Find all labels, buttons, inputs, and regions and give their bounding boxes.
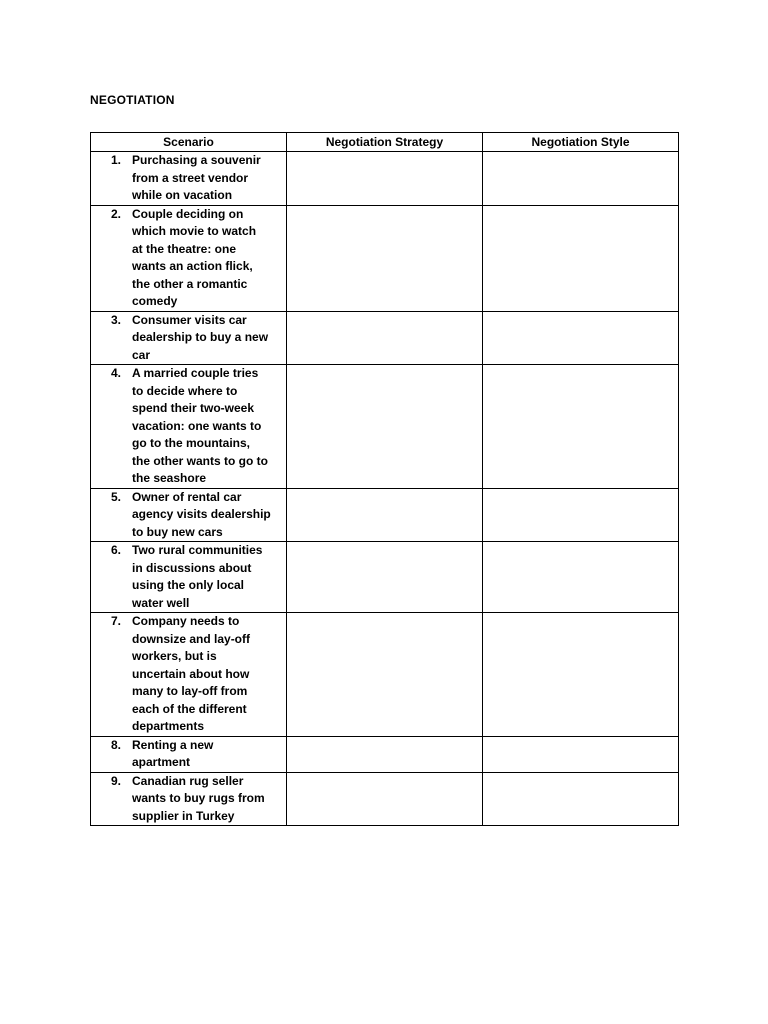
scenario-text [132, 152, 286, 205]
table-row [91, 542, 679, 613]
scenario-text-line: using the only local [132, 578, 245, 592]
scenario-text-line: comedy [132, 294, 178, 308]
strategy-cell[interactable] [287, 152, 483, 206]
scenario-text-line: which movie to watch [132, 224, 257, 238]
scenario-number: 1. [110, 153, 121, 167]
scenario-text-line: to decide where to [132, 383, 238, 398]
table-row [91, 613, 679, 737]
style-cell[interactable] [483, 365, 679, 489]
scenario-text-line: A married couple tries [132, 366, 259, 380]
scenario-text-line: Consumer visits car [132, 312, 247, 327]
scenario-text-line: dealership to buy a new [132, 330, 269, 344]
scenario-cell [91, 488, 287, 542]
scenario-number: 4. [110, 366, 121, 380]
strategy-cell[interactable] [287, 205, 483, 311]
scenario-text [132, 613, 286, 736]
scenario-text-line: Owner of rental car [132, 489, 242, 504]
scenario-number: 3. [110, 312, 121, 327]
scenario-text-line: supplier in Turkey [132, 808, 235, 823]
strategy-cell[interactable] [287, 365, 483, 489]
strategy-cell[interactable] [287, 613, 483, 737]
table-row [91, 152, 679, 206]
scenario-text-line: vacation: one wants to [132, 418, 262, 433]
strategy-cell[interactable] [287, 772, 483, 826]
scenario-text-line: each of the different [132, 701, 247, 716]
scenario-text [132, 773, 286, 826]
scenario-text-line: go to the mountains, [132, 436, 250, 450]
scenario-text-line: downsize and lay-off [132, 631, 251, 646]
table-body [91, 152, 679, 826]
scenario-number: 8. [110, 737, 121, 752]
scenario-text-line: wants an action flick, [132, 259, 253, 273]
table-row [91, 205, 679, 311]
scenario-text [132, 489, 286, 542]
scenario-text-line: the other wants to go to [132, 453, 268, 468]
scenario-text-line: the seashore [132, 471, 207, 485]
scenario-text-line: Company needs to [132, 614, 240, 628]
scenario-text-line: while on vacation [132, 188, 233, 202]
strategy-cell[interactable] [287, 542, 483, 613]
scenario-text-line: Couple deciding on [132, 206, 244, 221]
scenario-text-line: at the theatre: one [132, 241, 237, 256]
style-cell[interactable] [483, 613, 679, 737]
document-title: NEGOTIATION [90, 93, 175, 107]
scenario-cell [91, 772, 287, 826]
scenario-text [132, 542, 286, 612]
scenario-cell [91, 542, 287, 613]
scenario-cell [91, 736, 287, 772]
scenario-number: 2. [110, 206, 121, 221]
scenario-text-line: car [132, 347, 151, 362]
scenario-cell [91, 365, 287, 489]
strategy-cell[interactable] [287, 488, 483, 542]
scenario-text-line: uncertain about how [132, 666, 250, 681]
table-row [91, 311, 679, 365]
scenario-cell [91, 152, 287, 206]
scenario-text-line: water well [132, 595, 190, 610]
scenario-text-line: Canadian rug seller [132, 773, 244, 788]
table-header-row [91, 133, 679, 152]
scenario-cell [91, 613, 287, 737]
scenario-text-line: Renting a new [132, 737, 214, 752]
header-scenario: Scenario [91, 133, 287, 152]
scenario-text-line: to buy new cars [132, 524, 223, 539]
scenario-text [132, 206, 286, 311]
scenario-text-line: agency visits dealership [132, 507, 271, 521]
scenario-number: 5. [110, 489, 121, 504]
scenario-number: 6. [110, 543, 121, 557]
strategy-cell[interactable] [287, 736, 483, 772]
table-row [91, 772, 679, 826]
negotiation-table [90, 132, 679, 826]
scenario-text-line: departments [132, 719, 205, 733]
style-cell[interactable] [483, 311, 679, 365]
scenario-text [132, 737, 286, 772]
scenario-number: 9. [110, 773, 121, 788]
scenario-text-line: Purchasing a souvenir [132, 153, 261, 167]
style-cell[interactable] [483, 772, 679, 826]
scenario-cell [91, 311, 287, 365]
scenario-text-line: workers, but is [132, 649, 217, 663]
style-cell[interactable] [483, 736, 679, 772]
scenario-number: 7. [110, 614, 121, 628]
header-negotiation-strategy: Negotiation Strategy [287, 133, 483, 152]
scenario-text-line: from a street vendor [132, 170, 249, 185]
scenario-text [132, 365, 286, 488]
scenario-text-line: wants to buy rugs from [132, 791, 265, 805]
scenario-cell [91, 205, 287, 311]
table-row [91, 488, 679, 542]
scenario-text-line: the other a romantic [132, 276, 248, 291]
style-cell[interactable] [483, 542, 679, 613]
strategy-cell[interactable] [287, 311, 483, 365]
scenario-text [132, 312, 286, 365]
scenario-text-line: Two rural communities [132, 543, 263, 557]
style-cell[interactable] [483, 488, 679, 542]
style-cell[interactable] [483, 152, 679, 206]
scenario-text-line: spend their two-week [132, 401, 255, 415]
scenario-text-line: apartment [132, 755, 191, 769]
style-cell[interactable] [483, 205, 679, 311]
scenario-text-line: many to lay-off from [132, 684, 248, 698]
table-row [91, 365, 679, 489]
scenario-text-line: in discussions about [132, 560, 252, 575]
table-row [91, 736, 679, 772]
header-negotiation-style: Negotiation Style [483, 133, 679, 152]
